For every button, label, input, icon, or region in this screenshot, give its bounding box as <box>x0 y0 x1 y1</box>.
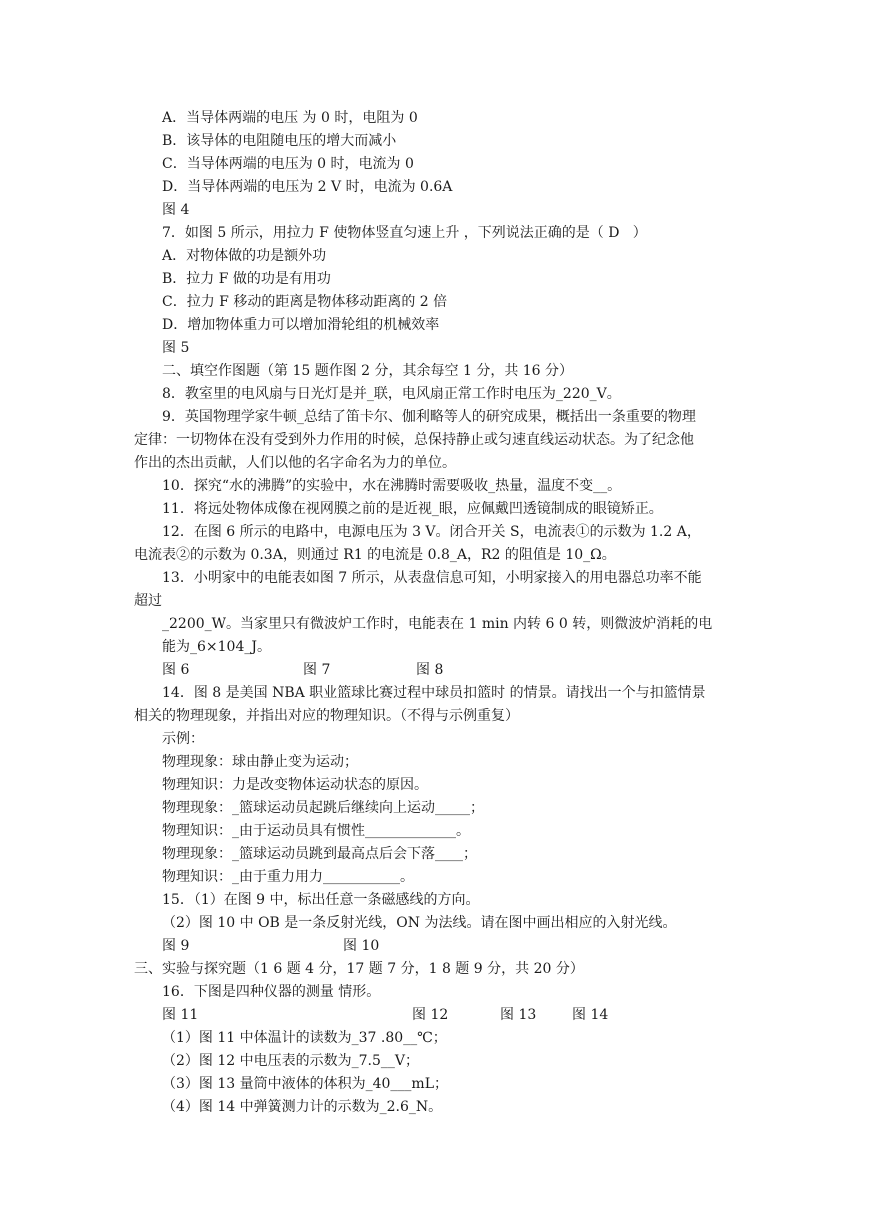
figure-caption-13: 图 13 <box>500 1007 537 1023</box>
question-12-line1: 12．在图 6 所示的电路中，电源电压为 3 V。闭合开关 S，电流表①的示数为 1.2 A， <box>162 524 701 540</box>
figure-caption-10: 图 10 <box>343 938 380 954</box>
figure-caption-4: 图 4 <box>162 202 190 218</box>
figure-caption-7: 图 7 <box>303 662 331 678</box>
question-9-line2: 定律：一切物体在没有受到外力作用的时候，总保持静止或匀速直线运动状态。为了纪念他 <box>134 432 694 448</box>
question-16-part3: （3）图 13 量筒中液体的体积为_40___mL； <box>162 1076 449 1092</box>
question-15-part2: （2）图 10 中 OB 是一条反射光线，ON 为法线。请在图中画出相应的入射光线。 <box>162 915 677 931</box>
section-heading-2: 二、填空作图题（第 15 题作图 2 分，其余每空 1 分，共 16 分） <box>162 363 574 379</box>
answer-phenomenon-2: 物理现象：_篮球运动员跳到最高点后会下落____； <box>162 846 477 862</box>
question-9-line3: 作出的杰出贡献，人们以他的名字命名为力的单位。 <box>134 455 456 471</box>
question-16-part4: （4）图 14 中弹簧测力计的示数为_2.6_N。 <box>162 1099 443 1115</box>
answer-knowledge-2: 物理知识：_由于重力用力___________。 <box>162 869 414 885</box>
example-knowledge: 物理知识：力是改变物体运动状态的原因。 <box>162 777 428 793</box>
question-10: 10．探究“水的沸腾”的实验中，水在沸腾时需要吸收_热量，温度不变__。 <box>162 478 622 494</box>
question-16: 16．下图是四种仪器的测量 情形。 <box>162 984 381 1000</box>
answer-phenomenon-1: 物理现象：_篮球运动员起跳后继续向上运动_____； <box>162 800 484 816</box>
question-13-line2: 超过 <box>134 593 162 609</box>
example-label: 示例： <box>162 731 204 747</box>
question-13-line3: _2200_W。当家里只有微波炉工作时，电能表在 1 min 内转 6 0 转，则微波炉消耗的电 <box>162 616 713 632</box>
question-12-line2: 电流表②的示数为 0.3A，则通过 R1 的电流是 0.8_A，R2 的阻值是 10_Ω。 <box>134 547 616 563</box>
option-a-q6: A．当导体两端的电压 为 0 时，电阻为 0 <box>162 110 418 126</box>
figure-caption-11: 图 11 <box>162 1007 199 1023</box>
example-phenomenon: 物理现象：球由静止变为运动； <box>162 754 358 770</box>
question-11: 11．将远处物体成像在视网膜之前的是近视_眼，应佩戴凹透镜制成的眼镜矫正。 <box>162 501 663 517</box>
question-16-part2: （2）图 12 中电压表的示数为_7.5__V； <box>162 1053 419 1069</box>
figure-caption-6: 图 6 <box>162 662 190 678</box>
figure-caption-5: 图 5 <box>162 340 190 356</box>
option-d-q7: D．增加物体重力可以增加滑轮组的机械效率 <box>162 317 440 333</box>
option-c-q7: C．拉力 F 移动的距离是物体移动距离的 2 倍 <box>162 294 448 310</box>
option-b-q7: B．拉力 F 做的功是有用功 <box>162 271 331 287</box>
option-d-q6: D．当导体两端的电压为 2 V 时，电流为 0.6A <box>162 179 453 195</box>
figure-caption-14: 图 14 <box>572 1007 609 1023</box>
answer-knowledge-1: 物理知识：_由于运动员具有惯性_____________。 <box>162 823 470 839</box>
option-a-q7: A．对物体做的功是额外功 <box>162 248 327 264</box>
question-9-line1: 9．英国物理学家牛顿_总结了笛卡尔、伽利略等人的研究成果，概括出一条重要的物理 <box>162 409 696 425</box>
question-7: 7．如图 5 所示，用拉力 F 使物体竖直匀速上升 ，下列说法正确的是（ D ） <box>162 225 647 241</box>
question-13-line4: 能为_6×104_J。 <box>162 639 271 655</box>
figure-caption-8: 图 8 <box>416 662 444 678</box>
option-b-q6: B．该导体的电阻随电压的增大而减小 <box>162 133 397 149</box>
question-15-part1: 15．（1）在图 9 中，标出任意一条磁感线的方向。 <box>162 892 480 908</box>
question-16-part1: （1）图 11 中体温计的读数为_37 .80__℃； <box>162 1030 447 1046</box>
question-13-line1: 13．小明家中的电能表如图 7 所示，从表盘信息可知，小明家接入的用电器总功率不能 <box>162 570 702 586</box>
question-8: 8．教室里的电风扇与日光灯是并_联，电风扇正常工作时电压为_220_V。 <box>162 386 621 402</box>
section-heading-3: 三、实验与探究题（1 6 题 4 分，17 题 7 分，1 8 题 9 分，共 20 分） <box>134 961 584 977</box>
figure-caption-9: 图 9 <box>162 938 190 954</box>
figure-caption-12: 图 12 <box>412 1007 449 1023</box>
option-c-q6: C．当导体两端的电压为 0 时，电流为 0 <box>162 156 414 172</box>
question-14-line1: 14．图 8 是美国 NBA 职业篮球比赛过程中球员扣篮时 的情景。请找出一个与扣篮情景 <box>162 685 706 701</box>
question-14-line2: 相关的物理现象，并指出对应的物理知识。（不得与示例重复） <box>134 708 519 724</box>
